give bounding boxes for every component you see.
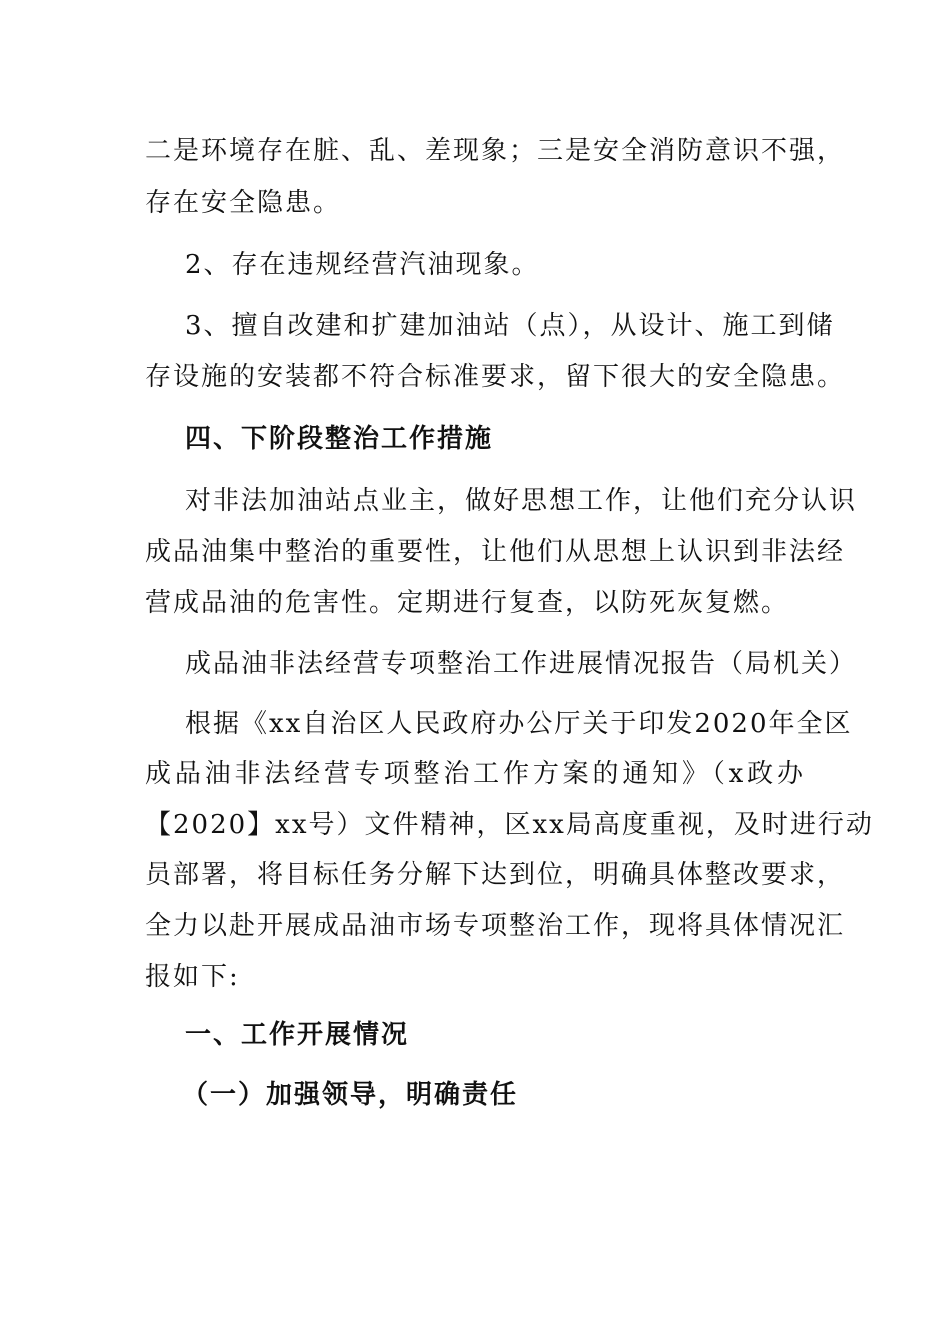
list-item-2: 2、存在违规经营汽油现象。 (185, 250, 540, 280)
body-text-line: 成品油非法经营专项整治工作方案的通知》（x政办 (145, 759, 805, 789)
body-text-line: 对非法加油站点业主，做好思想工作，让他们充分认识 (185, 486, 858, 516)
section-heading: 四、下阶段整治工作措施 (185, 424, 494, 454)
section-heading: 一、工作开展情况 (185, 1020, 410, 1050)
body-text-line: 二是环境存在脏、乱、差现象；三是安全消防意识不强， (145, 136, 846, 166)
body-text-line: 成品油集中整治的重要性，让他们从思想上认识到非法经 (145, 537, 846, 567)
body-text-line: 营成品油的危害性。定期进行复查，以防死灰复燃。 (145, 588, 790, 618)
body-text-line: 【2020】xx号）文件精神，区xx局高度重视，及时进行动 (145, 810, 874, 840)
body-text-line: 根据《xx自治区人民政府办公厅关于印发2020年全区 (185, 709, 853, 739)
list-item-3: 3、擅自改建和扩建加油站（点），从设计、施工到储 (185, 311, 835, 341)
subsection-heading: （一）加强领导，明确责任 (182, 1080, 519, 1110)
body-text-line: 存在安全隐患。 (145, 188, 342, 218)
body-text-line: 存设施的安装都不符合标准要求，留下很大的安全隐患。 (145, 362, 846, 392)
report-title-line: 成品油非法经营专项整治工作进展情况报告（局机关） (185, 649, 858, 679)
body-text-line: 全力以赴开展成品油市场专项整治工作，现将具体情况汇 (145, 911, 846, 941)
body-text-line: 报如下: (145, 962, 240, 992)
body-text-line: 员部署，将目标任务分解下达到位，明确具体整改要求， (145, 860, 846, 890)
